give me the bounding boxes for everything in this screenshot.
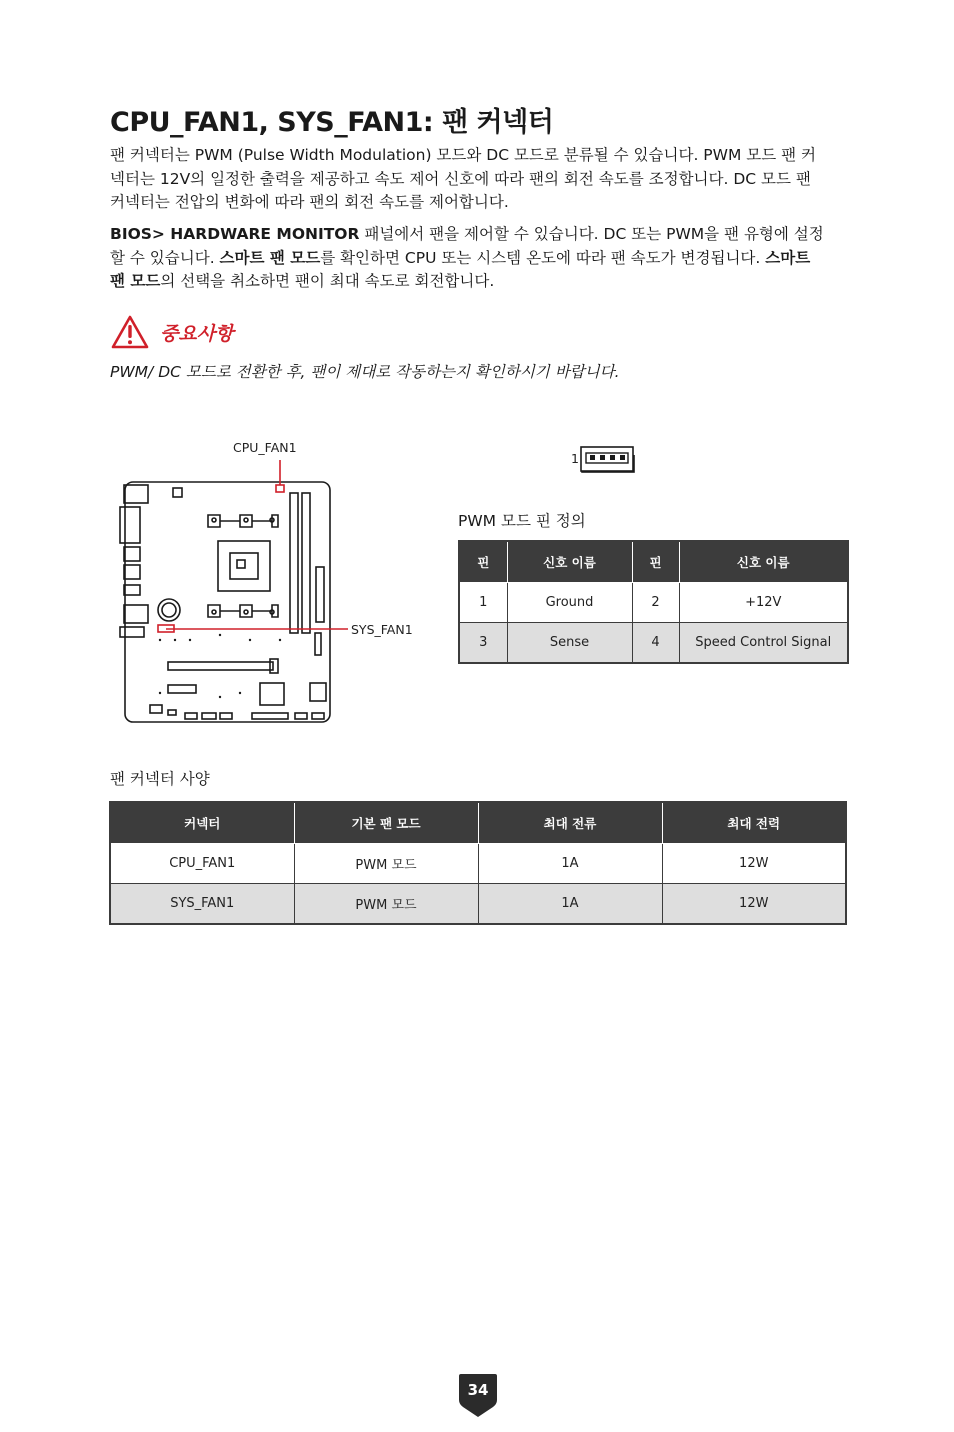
table-header: 신호 이름 xyxy=(507,541,632,583)
table-cell: SYS_FAN1 xyxy=(110,884,294,925)
table-cell: 12W xyxy=(662,884,846,925)
table-cell: 2 xyxy=(632,583,679,623)
table-cell: Ground xyxy=(507,583,632,623)
important-notice xyxy=(110,312,233,352)
table-cell: 12W xyxy=(662,844,846,884)
page-title: CPU_FAN1, SYS_FAN1: 팬 커넥터 xyxy=(110,107,554,138)
fan-spec-table xyxy=(109,801,847,925)
pin1-label: 1 xyxy=(571,451,579,466)
intro-paragraph: 팬 커넥터는 PWM (Pulse Width Modulation) 모드와 DC 모드로 분류될 수 있습니다. PWM 모드 팬 커넥터는 12V의 일정한 출력을 제공하고 속도 제어 신호에 따라 팬의 회전 속도를 조정합니다. DC 모드 팬 커넥터는 전압의 변화에 따라 팬의 회전 속도를 제어합니다. xyxy=(110,146,817,211)
table-cell: 3 xyxy=(459,623,507,664)
table-row xyxy=(110,884,846,925)
table-cell: 4 xyxy=(632,623,679,664)
table-cell: Sense xyxy=(507,623,632,664)
board-outline xyxy=(125,482,330,722)
smart-fan-mode-term: 스마트 팬 모드 xyxy=(219,248,321,267)
table-row xyxy=(110,844,846,884)
warning-triangle-icon xyxy=(110,314,150,350)
table-cell: CPU_FAN1 xyxy=(110,844,294,884)
pin-definition-table xyxy=(458,540,849,664)
table-cell: 1A xyxy=(478,884,662,925)
table-row xyxy=(459,623,848,664)
spec-table-caption: 팬 커넥터 사양 xyxy=(110,770,210,788)
smart-fan-mode-term-2: 스마트 팬 모드 xyxy=(110,248,811,290)
table-header: 기본 팬 모드 xyxy=(294,802,478,844)
table-header: 최대 전력 xyxy=(662,802,846,844)
pin-table-caption: PWM 모드 핀 정의 xyxy=(458,512,586,530)
page-number: 34 xyxy=(467,1381,489,1399)
table-header-row xyxy=(110,802,846,844)
pin-header-symbol xyxy=(580,446,636,474)
table-cell: PWM 모드 xyxy=(294,884,478,925)
important-note: PWM/ DC 모드로 전환한 후, 팬이 제대로 작동하는지 확인하시기 바랍니다. xyxy=(110,363,620,381)
table-header: 핀 xyxy=(459,541,507,583)
table-header: 커넥터 xyxy=(110,802,294,844)
table-cell: PWM 모드 xyxy=(294,844,478,884)
sys-fan-label: SYS_FAN1 xyxy=(351,622,413,637)
table-header: 최대 전류 xyxy=(478,802,662,844)
table-cell: 1 xyxy=(459,583,507,623)
bios-paragraph: BIOS> HARDWARE MONITOR 패널에서 팬을 제어할 수 있습니다. DC 또는 PWM을 팬 유형에 설정할 수 있습니다. 스마트 팬 모드를 확인하면 CPU 또는 시스템 온도에 따라 팬 속도가 변경됩니다. 스마트 팬 모드의 선택을 취소하면 팬이 최대 속도로 회전합니다. xyxy=(110,225,824,290)
table-header-row xyxy=(459,541,848,583)
cpu-fan-header xyxy=(276,485,284,492)
table-header: 신호 이름 xyxy=(679,541,848,583)
bios-path: BIOS> HARDWARE MONITOR xyxy=(110,225,360,243)
table-cell: +12V xyxy=(679,583,848,623)
cpu-fan-label: CPU_FAN1 xyxy=(233,440,297,455)
table-header: 핀 xyxy=(632,541,679,583)
page-number-badge xyxy=(457,1372,499,1418)
table-cell: 1A xyxy=(478,844,662,884)
important-label: 중요사항 xyxy=(160,322,234,345)
table-row xyxy=(459,583,848,623)
table-cell: Speed Control Signal xyxy=(679,623,848,664)
